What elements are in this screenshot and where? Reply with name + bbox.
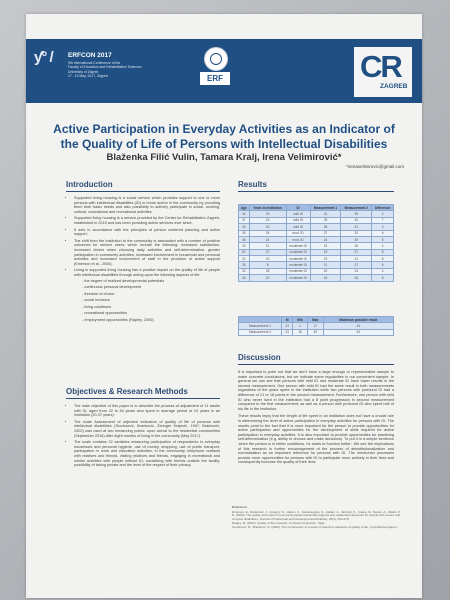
table-cell: 52 <box>239 249 250 255</box>
reference-item: Teodorović, B., Branković, D. (2002). The construction of a scale of objective indicators of quality of life. (Unpublished paper). <box>232 524 398 529</box>
table-cell: moderate ID <box>286 268 310 274</box>
table-cell: 8 <box>372 256 394 262</box>
discussion-paragraph: These results imply that the length of life spent in an institution does not have a crucial role in determining the level of active participation in everyday activities for persons with ID. The results point to the fact that it is more important for the person to provide opportunities for active participation and opportunities for the development of skills required for active participation in everyday activities. It is also important to provide opportunities for practicing self-determination (e.g. ability to choose and make decisions). To put it in a simple sentence 'when the person is in better conditions, he starts to function better'. We see the implications of this research in further encouragement of the process of deinstitutionalization and normalization as an important reference for persons with ID. The mentioned processes provide more opportunities for persons with ID to participate more actively in their lives and consequently increase the quality of their lives. <box>238 414 394 465</box>
table-cell: 5 <box>372 236 394 242</box>
table-cell: 35 <box>239 230 250 236</box>
author-email: *irenavelimirovic@gmail.com <box>346 164 404 169</box>
discussion-divider <box>238 364 394 365</box>
conference-logo: ƴ° / <box>34 49 53 66</box>
table-cell: 44 <box>239 211 250 217</box>
table-cell: 8 <box>249 262 286 268</box>
table-cell: 32 <box>239 268 250 274</box>
quality-life-aspect: - recreational opportunities <box>82 311 220 316</box>
table-cell: 20 <box>249 275 286 281</box>
table-cell: 8 <box>372 275 394 281</box>
university-seal-icon <box>204 47 228 71</box>
table-cell: 20 <box>249 256 286 262</box>
objective-bullet: • The main objective of this paper is to describe the process of adjustment of 11 adults with ID, aged from 22 to 54 years who spent in average period of 24 years in an institution (20-37 years). <box>74 404 220 418</box>
table-cell: moderate ID <box>286 262 310 268</box>
summary-header: M <box>282 317 293 323</box>
summary-cell: 18 <box>293 329 308 335</box>
conference-subtitle-line-3: University of Zagreb <box>68 69 99 74</box>
quality-life-aspect: - living conditions <box>82 305 220 310</box>
summary-cell: 24 <box>282 329 293 335</box>
table-cell: 20 <box>310 268 341 274</box>
table-cell: mod. ID <box>286 230 310 236</box>
summary-cell: Measurement 2 <box>239 329 282 335</box>
intro-bullet: • Supported living housing is a service provided by the Center for Rehabilitation Zagreb, established in 2015 and has been providing active services ever since. <box>74 216 220 225</box>
table-cell: 24 <box>249 236 286 242</box>
table-cell: 30 <box>249 224 286 230</box>
table-cell: moderate ID <box>286 275 310 281</box>
quality-life-aspect: - continuous personal development <box>82 285 220 290</box>
intro-bullet: • The shift from the institution to the community is associated with a number of positive outcomes for service users, which include the following: increased satisfaction, increased choice when choosing daily activities and self-determination, greater participation in community activities, increased involvement in household and personal activities and increased involvement of staff in the provision of active support (Emerson et al., 2000). <box>74 239 220 267</box>
table-cell: 28 <box>249 268 286 274</box>
table-header-id: ID <box>286 205 310 211</box>
table-cell: 23 <box>249 217 286 223</box>
scientific-poster <box>26 14 422 598</box>
objectives-divider <box>66 398 220 399</box>
summary-cell: 23 <box>282 323 293 329</box>
intro-bullet: • It acts in accordance with the principles of person centered planning and active support. <box>74 228 220 237</box>
results-heading: Results <box>238 180 267 189</box>
reference-item: Rapley, M. (2003). Quality of life research: A critical introduction. Sage. <box>232 520 326 525</box>
summary-cell: Measurement 1 <box>239 323 282 329</box>
objective-bullet: • The scale Assessment of objective indicators of quality of life of persons with intellectual disabilities (Teodorović, Branković, Žeringer Krajević, 1997; Branković, 2002) was used at two measuring points: upon arrival to the residential communities (September 2016) after eight months of living in the community (May 2017). <box>74 420 220 438</box>
table-cell: 31 <box>341 256 372 262</box>
table-cell: 24 <box>341 268 372 274</box>
zagreb-logo-text: ZAGREB <box>380 83 408 90</box>
quality-life-aspect: - freedom of choice <box>82 292 220 297</box>
quality-life-aspect: - the degree of realized developmental potentials <box>82 279 220 284</box>
table-cell: moderate ID <box>286 249 310 255</box>
quality-life-aspects-list <box>74 279 220 323</box>
center-rehabilitation-logo <box>354 47 412 97</box>
table-cell: 6 <box>372 230 394 236</box>
poster-header <box>26 39 422 103</box>
results-table-container <box>238 204 394 282</box>
table-cell: 4 <box>372 211 394 217</box>
table-header-measurement-1: Measurement 1 <box>310 205 341 211</box>
summary-header: Maximum possible result <box>323 317 393 323</box>
table-cell: moderate ID <box>286 256 310 262</box>
summary-row <box>239 329 394 335</box>
objective-bullet: • The scale contains 22 variables measuring participation of respondents in everyday housework and personal hygiene, use of money, shopping, use of public transport, participation in work and education activities, in the community, telephone contacts with relatives and friends, visiting relatives and friends, engaging in recreational and similar activities with people without ID, socializing with friends outside the facility, possibility of taking private and the level of the respect of their privacy. <box>74 440 220 468</box>
poster-title: Active Participation in Everyday Activities as an Indicator of the Quality of Life of Persons with Intellectual Disabilities <box>53 122 395 151</box>
table-cell: 32 <box>341 217 372 223</box>
table-cell: mild ID <box>286 224 310 230</box>
results-divider <box>238 191 394 192</box>
table-row <box>239 275 394 281</box>
table-cell: 31 <box>341 224 372 230</box>
intro-bullet-text: Living in supported living housing has a positive impact on the quality of life of people with intellectual disabilities through acting upon the following aspects of life: <box>74 268 220 277</box>
table-cell: 27 <box>310 230 341 236</box>
table-cell: 45 <box>239 236 250 242</box>
table-cell: 21 <box>249 243 286 249</box>
summary-header: Max <box>307 317 323 323</box>
table-cell: 31 <box>310 211 341 217</box>
table-cell: 26 <box>341 275 372 281</box>
results-table <box>238 204 394 282</box>
table-header-age: Age <box>239 205 250 211</box>
table-cell: 26 <box>239 275 250 281</box>
reference-item: Emerson, E., Robertson, J., Gregory, N., Hatton, C., Kessissoglou, S., Hallam, A., Järbrink, K., Knapp, M., Netten, A., Walsh, P. N. (2000). The quality and costs of community-based residential supports and residential campuses for people with severe and complex disabilities. Journal of Intellectual and Developmental Disability, 25(4), 263-279. <box>232 509 401 522</box>
introduction-divider <box>66 191 220 192</box>
table-cell: 8 <box>372 249 394 255</box>
table-cell: 26 <box>341 243 372 249</box>
quality-life-aspect: - social inclusion <box>82 298 220 303</box>
conference-subtitle-line-1: 9th International Conference of the <box>68 61 121 65</box>
table-cell: 27 <box>341 262 372 268</box>
table-cell: 27 <box>341 249 372 255</box>
table-cell: mod. ID <box>286 236 310 242</box>
table-cell: 24 <box>310 236 341 242</box>
table-cell: 25 <box>310 217 341 223</box>
summary-cell: 44 <box>323 329 393 335</box>
table-cell: 29 <box>249 211 286 217</box>
table-cell: 7 <box>372 217 394 223</box>
introduction-bullets <box>66 196 220 323</box>
table-cell: mild ID <box>286 211 310 217</box>
discussion-paragraph: It is important to point out that we don't have a large enough or representative sample to make concrete conclusions, but we indicate some regularities in our convenient sample. In general we can see that persons with mild ID and moderate ID have lower results in the second measurement. One person with mild ID had the same result in both measurements regardless of the years spent in the institution while two persons with profound ID had a difference of 21 or 18 points in the second measurement. Furthermore, one person with mild ID who never lived in the institution had a 8 point progression in second measurement compared to the first measurement, as well as a person with profound ID who spent half of his life in the institution. <box>238 370 394 411</box>
table-cell: 22 <box>239 256 250 262</box>
conference-subtitle <box>68 61 168 78</box>
table-cell: 35 <box>239 262 250 268</box>
summary-cell: 35 <box>307 329 323 335</box>
table-cell: 22 <box>310 243 341 249</box>
table-cell: 35 <box>341 211 372 217</box>
table-cell: 3 <box>372 224 394 230</box>
table-cell: 4 <box>372 268 394 274</box>
table-cell: 33 <box>341 230 372 236</box>
table-cell: 18 <box>310 275 341 281</box>
table-cell: 28 <box>249 230 286 236</box>
quality-life-aspect: - employment opportunities (Rapley, 2000). <box>82 318 220 323</box>
introduction-heading: Introduction <box>66 180 113 189</box>
references <box>232 506 402 529</box>
table-cell: 28 <box>310 224 341 230</box>
intro-bullet: • Supported living housing is a social service which provides support to one or more persons with intellectual disabilities (ID) in home and/or in the community by providing them their basic needs and also possibility to actively participate in social, working, cultural, educational and recreational activities. <box>74 196 220 214</box>
table-cell: moderate ID <box>286 243 310 249</box>
summary-cell: 1 <box>293 323 308 329</box>
references-heading: Reference: <box>232 505 248 509</box>
introduction-content <box>66 196 220 325</box>
table-cell: 30 <box>239 243 250 249</box>
table-cell: 29 <box>341 236 372 242</box>
conference-subtitle-line-2: Faculty of Education and Rehabilitation Sciences <box>68 65 142 70</box>
table-cell: 37 <box>239 217 250 223</box>
table-cell: 37 <box>249 249 286 255</box>
objectives-heading: Objectives & Research Methods <box>66 387 188 396</box>
summary-table <box>238 316 394 336</box>
table-cell: 19 <box>310 249 341 255</box>
summary-cell: 17 <box>307 323 323 329</box>
table-header-difference: Difference <box>372 205 394 211</box>
summary-table-container <box>238 316 394 336</box>
table-cell: 21 <box>310 262 341 268</box>
cr-logo-text: CR <box>360 49 401 84</box>
summary-cell: 44 <box>323 323 393 329</box>
discussion-heading: Discussion <box>238 353 281 362</box>
table-cell: 23 <box>310 256 341 262</box>
erf-logo: ERF <box>200 72 230 85</box>
table-header-measurement-2: Measurement 2 <box>341 205 372 211</box>
table-cell: 40 <box>239 224 250 230</box>
table-header-years: Years in institution <box>249 205 286 211</box>
conference-name: ERFCON 2017 <box>68 52 112 59</box>
authors: Blaženka Filić Vulin, Tamara Kralj, Irena Velimirović* <box>106 152 342 163</box>
discussion-content <box>238 370 394 465</box>
summary-header: Min <box>293 317 308 323</box>
objectives-bullets <box>66 404 220 468</box>
table-cell: mild ID <box>286 217 310 223</box>
conference-subtitle-line-4: 17 - 19 May, 2017, Zagreb <box>68 73 108 78</box>
objectives-content <box>66 404 220 470</box>
table-cell: 6 <box>372 262 394 268</box>
intro-bullet <box>74 268 220 322</box>
table-cell: 4 <box>372 243 394 249</box>
